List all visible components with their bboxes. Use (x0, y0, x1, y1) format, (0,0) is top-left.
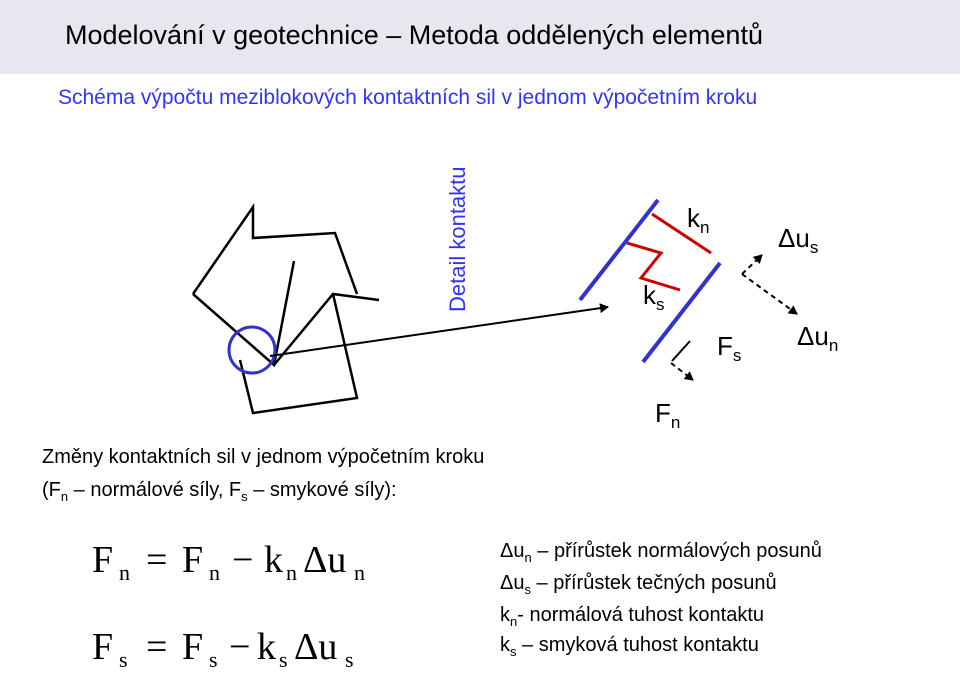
fn-label: Fn (655, 398, 681, 432)
description-line-2: ($F_n$ – normálové síly, $F_s$ – smykové síly): (42, 479, 397, 504)
detail-pointer-arrow (270, 307, 608, 356)
legend-line-3: $k_n-$ normálová tuhost kontaktu (500, 604, 765, 629)
description-line-1: Změny kontaktních sil v jednom výpočetním kroku (42, 446, 485, 468)
legend-line-1: $\Delta u_n$ – přírůstek normálových posunů (500, 540, 822, 565)
block-middle (274, 294, 379, 365)
dun-label: Δun (797, 321, 839, 355)
displacement-arrows (742, 255, 797, 314)
fn-arrow (671, 341, 693, 380)
fs-label: Fs (717, 331, 742, 365)
block-bottom (240, 294, 357, 413)
block-top (193, 207, 357, 294)
block-assembly (193, 207, 379, 413)
legend-line-2: $\Delta u_s$ – přírůstek tečných posunů (500, 572, 777, 597)
contact-detail-circle (229, 327, 275, 373)
block-left (193, 261, 294, 365)
page-title: Modelování v geotechnice – Metoda oddělených elementů (65, 20, 763, 50)
detail-label: Detail kontaktu (445, 166, 470, 312)
page-subtitle: Schéma výpočtu meziblokových kontaktních sil v jednom výpočetním kroku (58, 86, 758, 109)
kn-label: kn (687, 203, 710, 237)
ks-label: ks (643, 280, 665, 314)
legend-line-4: $k_s$ – smyková tuhost kontaktu (500, 634, 759, 659)
contact-wall-right (643, 263, 720, 362)
dus-label: Δus (778, 223, 819, 257)
